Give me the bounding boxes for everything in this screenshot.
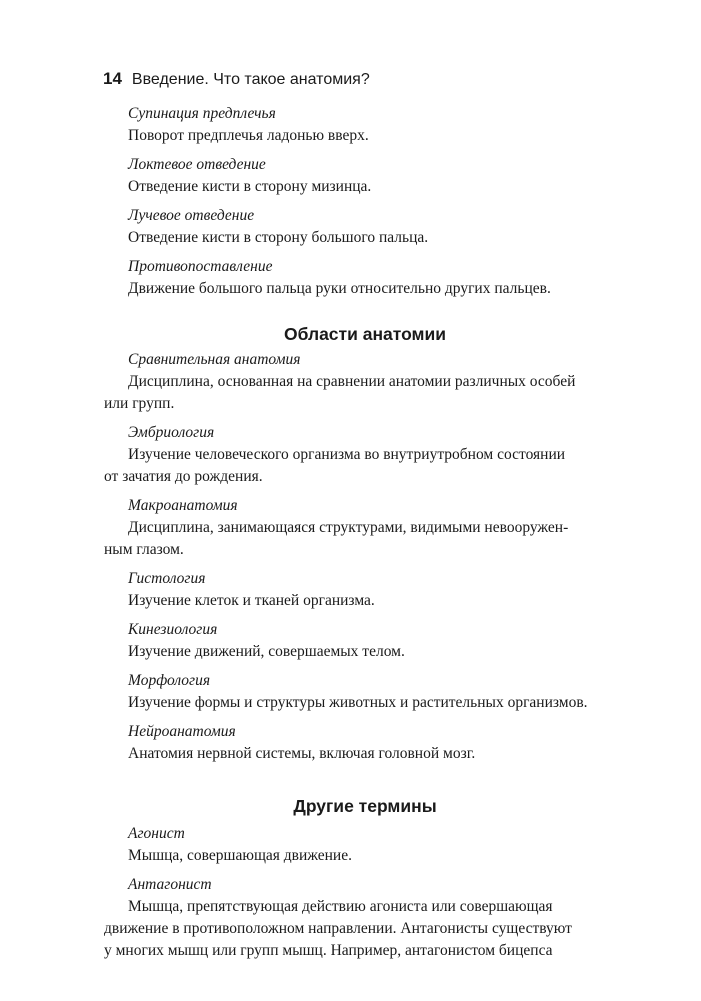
term: Гистология	[128, 570, 206, 587]
glossary-entry	[128, 721, 626, 765]
glossary-entry	[128, 103, 626, 147]
glossary-entry	[128, 823, 626, 867]
term: Лучевое отведение	[128, 207, 255, 224]
term: Противопоставление	[128, 258, 273, 275]
glossary-entry	[128, 568, 626, 612]
page-content	[104, 103, 626, 969]
term: Супинация предплечья	[128, 105, 276, 122]
definition-line: Изучение человеческого организма во внутриутробном состоянии	[128, 446, 566, 463]
definition-line: Мышца, препятствующая действию агониста или совершающая	[128, 898, 553, 915]
running-head	[103, 69, 370, 90]
term: Сравнительная анатомия	[128, 351, 301, 368]
definition: Поворот предплечья ладонью вверх.	[128, 127, 369, 144]
definition-line: ным глазом.	[104, 541, 184, 558]
definition-line: у многих мышц или групп мышц. Например, антагонистом бицепса	[104, 942, 553, 959]
definition	[104, 371, 626, 415]
glossary-entry	[128, 205, 626, 249]
definition-line: движение в противоположном направлении. Антагонисты существуют	[104, 920, 572, 937]
definition: Изучение движений, совершаемых телом.	[128, 643, 405, 660]
definition-line: от зачатия до рождения.	[104, 468, 263, 485]
glossary-entry	[128, 619, 626, 663]
glossary-entry	[104, 874, 626, 962]
definition: Изучение формы и структуры животных и растительных организмов.	[128, 694, 588, 711]
glossary-entry	[128, 256, 626, 300]
section-title-anatomy: Области анатомии	[283, 324, 447, 344]
term: Кинезиология	[128, 621, 218, 638]
definition-line: Дисциплина, занимающаяся структурами, видимыми невооружен-	[128, 519, 569, 536]
term: Нейроанатомия	[128, 723, 236, 740]
page-number: 14	[103, 69, 122, 88]
term: Антагонист	[128, 876, 212, 893]
definition-line: Дисциплина, основанная на сравнении анатомии различных особей	[128, 373, 576, 390]
term: Агонист	[128, 825, 185, 842]
definition: Отведение кисти в сторону мизинца.	[128, 178, 372, 195]
definition	[104, 896, 626, 962]
definition: Отведение кисти в сторону большого пальца.	[128, 229, 429, 246]
glossary-entry	[104, 422, 626, 488]
glossary-entry	[104, 349, 626, 415]
glossary-entry	[128, 670, 626, 714]
definition: Анатомия нервной системы, включая головной мозг.	[128, 745, 476, 762]
definition-line: или групп.	[104, 395, 175, 412]
term: Морфология	[128, 672, 211, 689]
glossary-entry	[104, 495, 626, 561]
term: Эмбриология	[128, 424, 215, 441]
definition: Изучение клеток и тканей организма.	[128, 592, 375, 609]
section-title-other-terms: Другие термины	[293, 796, 437, 816]
term: Локтевое отведение	[128, 156, 266, 173]
definition	[104, 444, 626, 488]
definition	[104, 517, 626, 561]
term: Макроанатомия	[128, 497, 238, 514]
definition: Движение большого пальца руки относительно других пальцев.	[128, 280, 551, 297]
definition: Мышца, совершающая движение.	[128, 847, 352, 864]
chapter-title: Введение. Что такое анатомия?	[131, 71, 370, 88]
glossary-entry	[128, 154, 626, 198]
